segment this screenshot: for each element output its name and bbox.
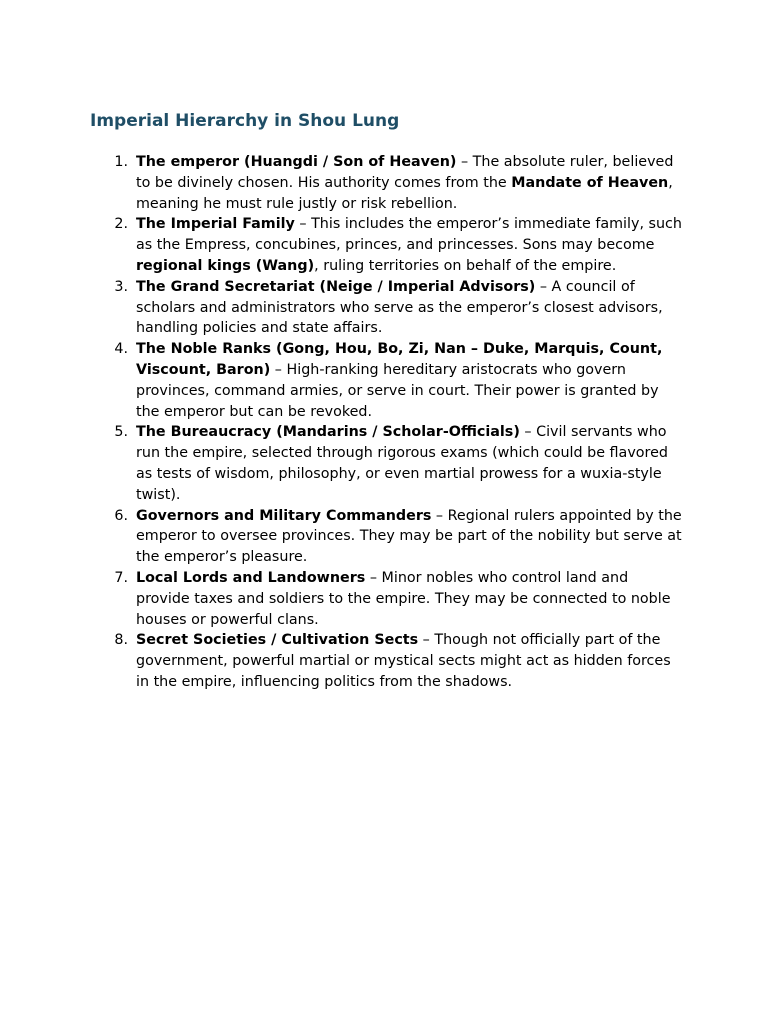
list-item-text	[136, 506, 682, 568]
list-item-number: 1.	[114, 154, 128, 170]
list-item-term: regional kings (Wang)	[136, 257, 315, 274]
list-item-description: – A council of scholars and administrators who serve as the emperor’s closest advisors, handling policies and state affairs.	[136, 278, 663, 337]
list-item-text	[136, 277, 682, 339]
list-item-text	[136, 152, 682, 214]
list-item-term: Governors and Military Commanders	[136, 507, 432, 524]
list-item-description: – This includes the emperor’s immediate family, such as the Empress, concubines, princes, and princesses. Sons may become	[136, 216, 682, 254]
list-item-description: – Civil servants who run the empire, selected through rigorous exams (which could be flavored as tests of wisdom, philosophy, or even martial prowess for a wuxia-style twist).	[136, 424, 668, 503]
list-item	[90, 277, 690, 339]
list-item	[90, 630, 690, 692]
list-item-description: – The absolute ruler, believed to be divinely chosen. His authority comes from the	[136, 154, 674, 191]
list-item-number: 2.	[114, 216, 128, 233]
list-item-term: The Imperial Family	[136, 216, 295, 233]
list-item	[90, 339, 690, 422]
list-item-text	[136, 339, 682, 422]
list-item-text	[136, 214, 682, 276]
list-item-text	[136, 422, 682, 505]
list-item-number: 7.	[114, 569, 128, 586]
list-item-number: 3.	[114, 278, 128, 295]
list-item-description: – Regional rulers appointed by the emperor to oversee provinces. They may be part of the nobility but serve at the emperor’s pleasure.	[136, 507, 682, 566]
list-item-term: The Grand Secretariat (Neige / Imperial Advisors)	[136, 278, 536, 295]
list-item-term: The Bureaucracy (Mandarins / Scholar-Officials)	[136, 424, 520, 441]
list-item	[90, 506, 690, 568]
document-page	[90, 108, 690, 693]
list-item-number: 4.	[114, 341, 128, 358]
list-item-description: – High-ranking hereditary aristocrats who govern provinces, command armies, or serve in court. Their power is granted by the emperor but can be revoked.	[136, 361, 659, 420]
list-item-number: 8.	[114, 632, 128, 649]
list-item-term: The Noble Ranks (Gong, Hou, Bo, Zi, Nan – Duke, Marquis, Count, Viscount, Baron)	[136, 341, 663, 378]
list-item-text	[136, 630, 682, 692]
hierarchy-list	[90, 152, 690, 693]
list-item-term: Secret Societies / Cultivation Sects	[136, 632, 419, 649]
list-item-description: , meaning he must rule justly or risk rebellion.	[136, 174, 673, 212]
list-item-number: 5.	[114, 424, 128, 441]
list-item-description: – Minor nobles who control land and provide taxes and soldiers to the empire. They may be connected to noble houses or powerful clans.	[136, 569, 671, 628]
list-item	[90, 214, 690, 276]
list-item	[90, 568, 690, 630]
list-item	[90, 422, 690, 505]
list-item-description: – Though not officially part of the government, powerful martial or mystical sects might act as hidden forces in the empire, influencing politics from the shadows.	[136, 632, 671, 690]
list-item-term: Mandate of Heaven	[511, 174, 669, 191]
document-heading: Imperial Hierarchy in Shou Lung	[90, 111, 400, 131]
list-item-text	[136, 568, 682, 630]
list-item-term: Local Lords and Landowners	[136, 569, 366, 586]
list-item-number: 6.	[114, 507, 128, 524]
list-item-term: The emperor (Huangdi / Son of Heaven)	[136, 154, 457, 170]
list-item	[90, 152, 690, 214]
list-item-description: , ruling territories on behalf of the empire.	[314, 257, 617, 274]
